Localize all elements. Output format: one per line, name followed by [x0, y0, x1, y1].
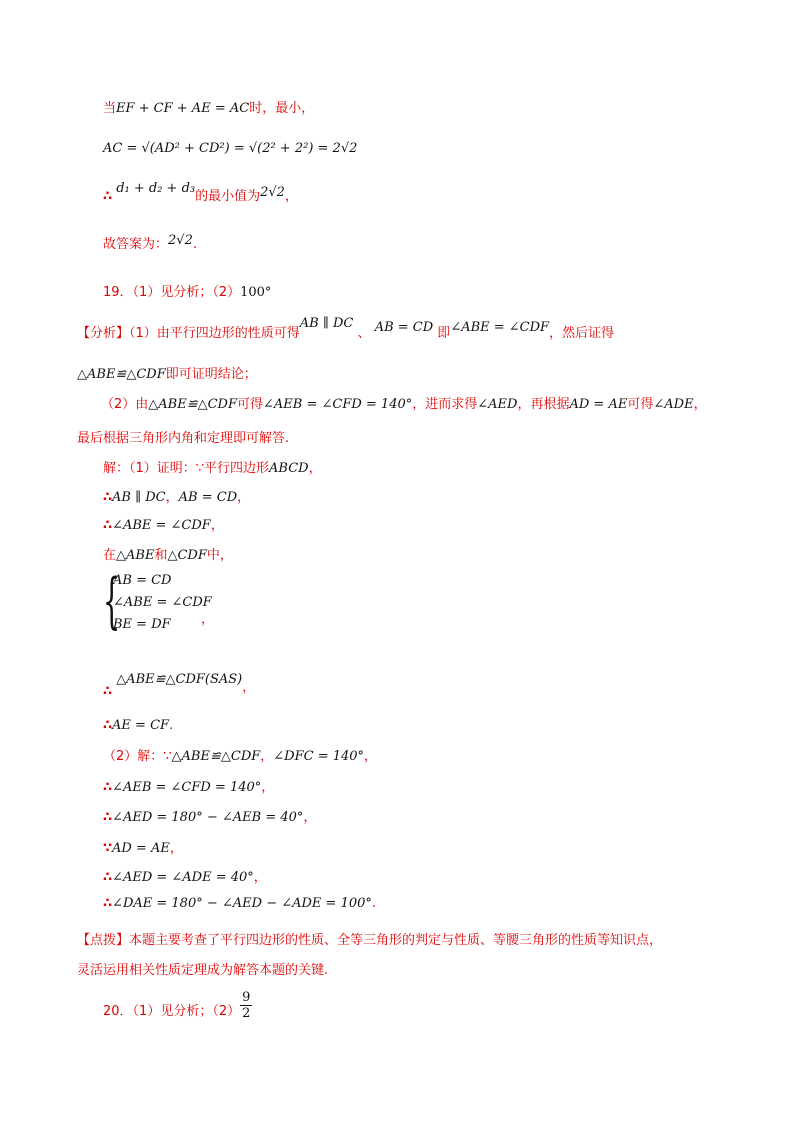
math: AB = CD: [178, 490, 238, 505]
text: ，: [169, 841, 183, 856]
note-tag: 【点拨】: [77, 933, 130, 948]
text: ，: [242, 680, 256, 695]
text: （1）由平行四边形的性质可得: [129, 326, 300, 341]
math: 2√2: [260, 185, 285, 200]
text: ，: [303, 810, 317, 825]
math: AE = CF: [112, 718, 170, 733]
text: ，: [201, 612, 215, 627]
text: ，: [693, 397, 707, 412]
text: ，: [165, 490, 179, 505]
therefore-symbol: ∴: [103, 189, 113, 204]
note-line-1: [77, 929, 662, 948]
math: △ABE≌△CDF(SAS): [116, 672, 243, 687]
math: 2√2: [168, 233, 193, 248]
math: △ABE≌△CDF: [77, 367, 166, 382]
analysis-tag: 【分析】: [77, 326, 130, 341]
solution-step-5: [103, 668, 256, 699]
text: ，: [253, 870, 267, 885]
therefore-symbol: ∴: [103, 490, 113, 505]
solution-step-12: [103, 896, 376, 911]
analysis-line-2: [77, 363, 257, 382]
analysis-line-4: [77, 427, 289, 446]
text: 和: [154, 548, 168, 563]
text: 可得: [237, 397, 264, 412]
text: ，然后证得: [549, 326, 615, 341]
text: .: [371, 896, 377, 911]
math: ∠AEB = ∠CFD = 140°: [263, 397, 413, 412]
text: .: [192, 237, 197, 252]
text: 中，: [206, 548, 233, 563]
math: ∠AEB = ∠CFD = 140°: [112, 780, 262, 795]
solution-step-8: [103, 776, 274, 795]
solution-step-11: [103, 866, 267, 885]
therefore-symbol: ∴: [103, 810, 113, 825]
therefore-symbol: ∴: [103, 780, 113, 795]
text: ，再根据: [517, 397, 570, 412]
text: ，: [260, 749, 274, 764]
fraction: [240, 990, 252, 1021]
math: ∠ADE: [653, 397, 694, 412]
line-ac-value: [103, 141, 357, 156]
solution-step-2: [103, 486, 250, 505]
math: ABCD: [269, 461, 309, 476]
text: 即可证明结论；: [165, 367, 257, 382]
math: AB ∥ DC: [299, 316, 354, 331]
solution-step-3: [103, 514, 224, 533]
math: AC = √(AD² + CD²) = √(2² + 2²) = 2√2: [103, 141, 358, 156]
note-line-2: [77, 959, 328, 978]
math: AD = AE: [569, 397, 628, 412]
text: 故答案为：: [103, 237, 169, 252]
text: ，: [308, 461, 322, 476]
therefore-symbol: ∴: [103, 896, 113, 911]
question-19-header: [103, 281, 271, 300]
text: 在: [103, 548, 117, 563]
text: 的最小值为: [195, 189, 261, 204]
text: ，: [210, 518, 224, 533]
math: ∠AED = 180° − ∠AEB = 40°: [112, 810, 304, 825]
text: 解：（1）证明：∵平行四边形: [103, 461, 270, 476]
line-answer: [103, 233, 197, 252]
text: ，: [284, 189, 298, 204]
math: ∠DAE = 180° − ∠AED − ∠ADE = 100°: [112, 896, 372, 911]
text: .: [169, 718, 174, 733]
solution-step-7: [103, 745, 377, 764]
text: ，: [237, 490, 251, 505]
text: 19．（1）见分析；（2）: [103, 285, 241, 300]
text: ，: [364, 749, 378, 764]
solution-step-10: [103, 837, 183, 856]
fraction-numerator: 9: [242, 990, 251, 1005]
therefore-symbol: ∴: [103, 684, 113, 699]
math: 100°: [240, 285, 272, 300]
because-symbol: ∵: [103, 841, 113, 856]
text: 20．（1）见分析；（2）: [103, 1004, 241, 1019]
solution-step-9: [103, 806, 316, 825]
text: 可得: [627, 397, 654, 412]
math: △ABE≌△CDF: [171, 749, 261, 764]
line-min-sum: [103, 181, 298, 204]
text: 最后根据三角形内角和定理即可解答.: [77, 431, 290, 446]
math: AD = AE: [112, 841, 170, 856]
system-row: BE = DF: [113, 617, 171, 632]
therefore-symbol: ∴: [103, 718, 113, 733]
text: 、: [357, 326, 371, 341]
left-brace-icon: {: [103, 566, 121, 636]
text: 当: [103, 101, 117, 116]
text: 时，最小，: [249, 101, 315, 116]
math: EF + CF + AE = AC: [116, 101, 250, 116]
text: ，进而求得: [412, 397, 478, 412]
math: △ABE≌△CDF: [148, 397, 237, 412]
text: 本题主要考查了平行四边形的性质、全等三角形的判定与性质、等腰三角形的性质等知识点，: [129, 933, 663, 948]
therefore-symbol: ∴: [103, 518, 113, 533]
text: （2）由: [101, 397, 149, 412]
solution-step-6: [103, 718, 173, 733]
math: ∠AED: [477, 397, 518, 412]
text: ，: [261, 780, 275, 795]
math: AB ∥ DC: [112, 490, 166, 505]
analysis-line-3: [101, 393, 707, 412]
math: ∠AED = ∠ADE = 40°: [112, 870, 254, 885]
system-comma: [201, 608, 214, 627]
fraction-denominator: 2: [242, 1006, 251, 1021]
question-20-header: [103, 990, 252, 1021]
math: △CDF: [167, 548, 207, 563]
text: （2）解：∵: [103, 749, 172, 764]
solution-step-1: [103, 457, 322, 476]
system-row: ∠ABE = ∠CDF: [113, 595, 212, 610]
math: ∠ABE = ∠CDF: [112, 518, 211, 533]
therefore-symbol: ∴: [103, 870, 113, 885]
math: △ABE: [116, 548, 155, 563]
math: ∠ABE = ∠CDF: [450, 320, 550, 335]
analysis-line-1: [77, 316, 615, 341]
text: 即: [437, 326, 451, 341]
math: AB = CD: [374, 320, 434, 335]
text: 灵活运用相关性质定理成为解答本题的关键.: [77, 963, 329, 978]
system-row: AB = CD: [113, 573, 172, 588]
line-min-condition: [103, 97, 314, 116]
solution-step-4: [103, 544, 233, 563]
math: d₁ + d₂ + d₃: [116, 181, 196, 196]
math: ∠DFC = 140°: [273, 749, 365, 764]
